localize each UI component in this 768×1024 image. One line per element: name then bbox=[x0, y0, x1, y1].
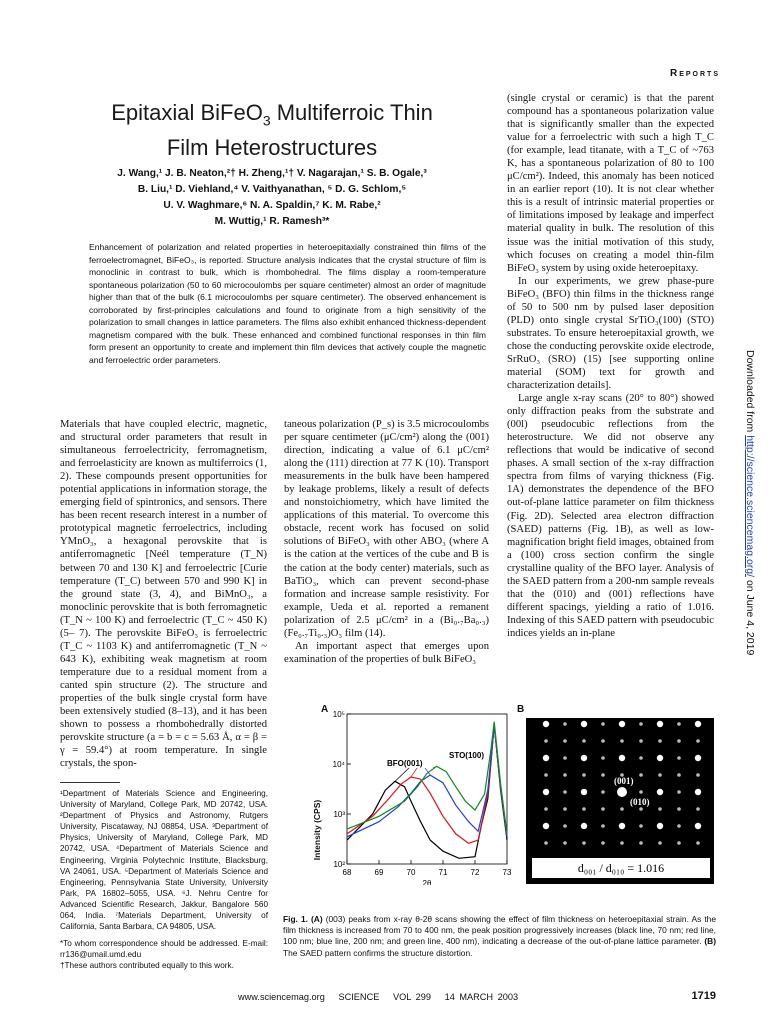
saed-pattern bbox=[526, 718, 714, 884]
article-title: Epitaxial BiFeO$_3$ Multiferroic Thin Film Heterostructures bbox=[111, 100, 433, 161]
x-axis-label: 2θ bbox=[422, 879, 432, 885]
diffraction-spot bbox=[658, 841, 662, 845]
diffraction-spot bbox=[619, 721, 625, 727]
diffraction-spot bbox=[639, 722, 643, 726]
footnotes bbox=[60, 788, 268, 972]
spot-label-001: (001) bbox=[614, 776, 634, 786]
body-paragraph: taneous polarization (P_s) is 3.5 microcoulombs per square centimeter (μC/cm²) along the (001) direction, indicating a value of 6.1 μC/cm² along the (111) direction at 77 K (10). Transport measurements in the bulk have been hampered by leakage problems, likely a result of defects and nonstoichiometry, which have limited the applications of this material. To overcome this obstacle, recent work has focused on solid solutions of BiFeO₃ with other ABO₃ (where A is the cation at the vertices of the cube and B is the cation at the body center) materials, such as BaTiO₃, which can prevent second-phase formation and increase sample resistivity. For example, Ueda et al. reported a remanent polarization of 2.5 μC/cm² in a (Bi₀.₇Ba₀.₃)(Fe₀.₇Ti₀.₃)O₃ film (14). bbox=[284, 419, 489, 639]
diffraction-spot bbox=[620, 739, 624, 743]
diffraction-spot bbox=[581, 721, 587, 727]
author-line: J. Wang,¹ J. B. Neaton,²† H. Zheng,¹† V. Nagarajan,¹ S. B. Ogale,³ bbox=[117, 168, 427, 179]
diffraction-spot bbox=[658, 807, 662, 811]
diffraction-spot bbox=[563, 824, 567, 828]
diffraction-spot bbox=[639, 790, 643, 794]
diffraction-spot bbox=[639, 841, 643, 845]
diffraction-spot bbox=[639, 756, 643, 760]
bfo-arrow bbox=[411, 768, 417, 777]
diffraction-spot bbox=[657, 721, 663, 727]
caption-label-b: (B) bbox=[704, 936, 716, 947]
body-paragraph: Large angle x-ray scans (20° to 80°) showed only diffraction peaks from the substrate and (00l) pseudocubic reflections from the heterostructure. We did not observe any reflections that would be indicative of second phases. A small section of the x-ray diffraction spectra from films of varying thickness (Fig. 1A) demonstrates the dependence of the BFO out-of-plane lattice parameter on film thickness (Fig. 2D). Selected area electron diffraction (SAED) patterns (Fig. 1B), as well as low-magnification bright field images, obtained from a (100) cross section confirm the single crystalline quality of the BFO layer. Analysis of the SAED pattern from a 200-nm sample reveals that the (010) and (001) reflections have different spacings, yielding a ratio of 1.016. Indexing of this SAED pattern with pseudocubic indices yields an in-plane bbox=[507, 393, 714, 639]
footnote-rule bbox=[60, 782, 120, 783]
body-paragraph: In our experiments, we grew phase-pure BiFeO₃ (BFO) thin films in the thickness range of 50 to 500 nm by pulsed laser deposition (PLD) onto single crystal SrTiO₃(100) (STO) substrates. To ensure heteroepitaxial growth, we chose the conducting perovskite oxide electrode, SrRuO₃ (SRO) (15) [see supporting online material (SOM) text for growth and characterization details]. bbox=[507, 275, 714, 392]
footer-date: 14 MARCH 2003 bbox=[444, 992, 519, 1002]
diffraction-spot bbox=[563, 773, 567, 777]
diffraction-spot bbox=[677, 756, 681, 760]
x-tick-label: 70 bbox=[406, 868, 416, 877]
y-tick-label: 10⁴ bbox=[332, 760, 345, 769]
diffraction-spot bbox=[657, 755, 663, 761]
diffraction-spot bbox=[563, 841, 567, 845]
diffraction-spot bbox=[582, 773, 586, 777]
diffraction-spot bbox=[619, 823, 625, 829]
caption-label: Fig. 1. (A) bbox=[283, 914, 323, 924]
body-paragraph: An important aspect that emerges upon examination of the properties of bulk BiFeO₃ bbox=[284, 640, 489, 665]
chart-ylabel: Intensity (CPS) bbox=[312, 799, 322, 861]
diffraction-spot bbox=[563, 722, 567, 726]
diffraction-spot bbox=[677, 739, 681, 743]
x-tick-label: 68 bbox=[342, 868, 352, 877]
footer-journal: SCIENCE bbox=[338, 992, 380, 1002]
equal-contribution-note: †These authors contributed equally to this work. bbox=[60, 961, 234, 971]
diffraction-spot bbox=[677, 722, 681, 726]
diffraction-spot bbox=[677, 841, 681, 845]
figure-caption bbox=[283, 914, 716, 959]
diffraction-spot bbox=[601, 756, 605, 760]
diffraction-spot bbox=[696, 841, 700, 845]
body-column-1: Materials that have coupled electric, magnetic, and structural order parameters that result in simultaneous ferroelectricity, ferromagnetism, and ferroelasticity are known as multiferroics (1, 2). These compounds present opportunities for potential applications in information storage, the emerging field of spintronics, and sensors. There has been recent research interest in a number of prototypical magnetic ferroelectrics, including YMnO₃, a hexagonal perovskite that is antiferromagnetic [Neél temperature (T_N) between 70 and 130 K] and ferroelectric [Curie temperature (T_C) between 570 and 990 K] in the ground state (3, 4), and BiMnO₃, a monoclinic perovskite that is both ferromagnetic (T_N ~ 100 K) and ferroelectric (T_C ~ 450 K) (5– 7). The perovskite BiFeO₃ is ferroelectric (T_C ~ 1103 K) and antiferromagnetic (T_N ~ 643 K), exhibiting weak magnetism at room temperature due to a residual moment from a canted spin structure (2). The structure and properties of the bulk single crystal form have been extensively studied (8–13), and it has been shown to possess a rhombohedrally distorted perovskite structure (a = b = c = 5.63 Å, α = β = γ = 59.4°) at room temperature. In single crystals, the spon- bbox=[60, 419, 267, 770]
body-paragraph: (single crystal or ceramic) is that the parent compound has a spontaneous polarization value that is significantly smaller than the expected value for a ferroelectric with such a high T_C (for example, lead titanate, with a T_C of ~763 K, has a spontaneous polarization of 80 to 100 μC/cm²). Indeed, this anomaly has been noticed in an earlier report (10). It is not clear whether this is a result of intrinsic material properties or of limitations imposed by leakage and imperfect material quality in bulk. The resolution of this issue was the initial motivation of this study, which focuses on creating a model thin-film BiFeO₃ system by using oxide heteroepitaxy. bbox=[507, 93, 714, 274]
x-tick-label: 72 bbox=[470, 868, 480, 877]
diffraction-spot bbox=[658, 773, 662, 777]
diffraction-spot bbox=[658, 739, 662, 743]
body-column-2 bbox=[284, 418, 489, 700]
author-line: M. Wuttig,¹ R. Ramesh³* bbox=[214, 216, 330, 227]
diffraction-spot bbox=[695, 721, 701, 727]
sidebar-prefix: Downloaded from bbox=[744, 350, 756, 436]
x-tick-label: 73 bbox=[502, 868, 512, 877]
sidebar-suffix: on June 4, 2019 bbox=[744, 577, 756, 656]
download-sidebar bbox=[744, 350, 756, 710]
diffraction-spot bbox=[582, 841, 586, 845]
diffraction-spot bbox=[543, 789, 549, 795]
diffraction-spot bbox=[677, 807, 681, 811]
download-link[interactable]: http://science.sciencemag.org/ bbox=[744, 435, 756, 578]
spot-label-010: (010) bbox=[630, 797, 650, 807]
diffraction-spot bbox=[619, 755, 625, 761]
diffraction-spot bbox=[677, 773, 681, 777]
author-list bbox=[60, 166, 484, 230]
body-column-3 bbox=[507, 92, 714, 701]
diffraction-spot bbox=[617, 787, 627, 797]
x-tick-label: 69 bbox=[374, 868, 384, 877]
diffraction-spot bbox=[601, 722, 605, 726]
diffraction-spot bbox=[696, 807, 700, 811]
diffraction-spot bbox=[544, 807, 548, 811]
footer-volume: VOL 299 bbox=[393, 992, 431, 1002]
diffraction-spot bbox=[544, 739, 548, 743]
diffraction-spot bbox=[543, 823, 549, 829]
bfo-peak-label: BFO(001) bbox=[387, 759, 423, 768]
diffraction-spot bbox=[696, 773, 700, 777]
panel-b-label: B bbox=[517, 704, 525, 715]
diffraction-spot bbox=[601, 824, 605, 828]
diffraction-spot bbox=[601, 790, 605, 794]
diffraction-spot bbox=[696, 739, 700, 743]
diffraction-spot bbox=[581, 823, 587, 829]
diffraction-spot bbox=[601, 739, 605, 743]
y-tick-label: 10² bbox=[333, 860, 345, 869]
panel-a-label: A bbox=[321, 704, 329, 715]
diffraction-spot bbox=[639, 739, 643, 743]
abstract: Enhancement of polarization and related properties in heteroepitaxially constrained thin films of the ferroelectromagnet, BiFeO₃, is reported. Structure analysis indicates that the crystal structure of film is monoclinic in contrast to bulk, which is rhombohedral. The films display a room-temperature spontaneous polarization (50 to 60 microcoulombs per square centimeter) almost an order of magnitude higher than that of the bulk (6.1 microcoulombs per square centimeter). The observed enhancement is corroborated by first-principles calculations and found to originate from a high sensitivity of the polarization to small changes in lattice parameters. The films also exhibit enhanced thickness-dependent magnetism compared with the bulk. These enhanced and combined functional responses in thin film form present an opportunity to create and implement thin film devices that actively couple the magnetic and ferroelectric order parameters. bbox=[89, 242, 486, 365]
author-line: B. Liu,¹ D. Viehland,⁴ V. Vaithyanathan, ⁵ D. G. Schlom,⁵ bbox=[137, 184, 407, 195]
diffraction-spot bbox=[639, 773, 643, 777]
diffraction-spot bbox=[695, 789, 701, 795]
diffraction-spot bbox=[582, 739, 586, 743]
sto-peak-label: STO(100) bbox=[449, 751, 484, 760]
caption-text-b: The SAED pattern confirms the structure distortion. bbox=[283, 947, 473, 958]
xrd-chart bbox=[327, 710, 517, 885]
diffraction-spot bbox=[563, 790, 567, 794]
diffraction-spot bbox=[695, 823, 701, 829]
diffraction-spot bbox=[639, 824, 643, 828]
diffraction-spot bbox=[544, 841, 548, 845]
diffraction-spot bbox=[657, 823, 663, 829]
y-tick-label: 10⁵ bbox=[332, 710, 345, 719]
diffraction-spot bbox=[677, 824, 681, 828]
footer-url: www.sciencemag.org bbox=[238, 992, 325, 1002]
series-line bbox=[347, 725, 507, 858]
diffraction-spot bbox=[543, 755, 549, 761]
diffraction-spot bbox=[601, 807, 605, 811]
y-tick-label: 10³ bbox=[333, 810, 345, 819]
diffraction-spot bbox=[639, 807, 643, 811]
diffraction-spot bbox=[544, 773, 548, 777]
caption-text-a: (003) peaks from x-ray θ-2θ scans showing the effect of film thickness on heteroepitaxial strain. As the film thickness is increased from 70 to 400 nm, the peak position progressively increases (black line, 70 nm; red line, 100 nm; blue line, 200 nm; and green line, 400 nm), indicating a decrease of the out-of-plane lattice parameter. bbox=[283, 914, 716, 947]
diffraction-spot bbox=[563, 756, 567, 760]
diffraction-spot bbox=[581, 789, 587, 795]
diffraction-spot bbox=[582, 807, 586, 811]
diffraction-spot bbox=[620, 841, 624, 845]
x-tick-label: 71 bbox=[438, 868, 448, 877]
diffraction-spot bbox=[620, 807, 624, 811]
diffraction-spot bbox=[581, 755, 587, 761]
correspondence-note: *To whom correspondence should be addressed. E-mail: rr136@umail.umd.edu bbox=[60, 939, 268, 960]
affiliations: ¹Department of Materials Science and Engineering, University of Maryland, College Park, MD 20742, USA. ²Department of Physics and Astronomy, Rutgers University, Piscataway, NJ 08854, USA. ³Department of Physics, University of Maryland, College Park, MD 20742, USA. ⁴Department of Materials Science and Engineering, Virginia Polytechnic Institute, Blacksburg, VA 24061, USA. ⁵Department of Materials Science and Engineering, Pennsylvania State University, University Park, PA 16802–5055, USA. ⁶J. Nehru Centre for Advanced Scientific Research, Jakkur, Bangalore 560 064, India. ⁷Materials Department, University of California, Santa Barbara, CA 94805, USA. bbox=[60, 789, 268, 932]
diffraction-spot bbox=[601, 773, 605, 777]
diffraction-spot bbox=[695, 755, 701, 761]
diffraction-spot bbox=[601, 841, 605, 845]
spacing-ratio: d₀₀₁ / d₀₁₀ = 1.016 bbox=[532, 858, 710, 878]
diffraction-spot bbox=[543, 721, 549, 727]
author-line: U. V. Waghmare,⁶ N. A. Spaldin,⁷ K. M. Rabe,² bbox=[163, 200, 381, 211]
page-number: 1719 bbox=[691, 990, 716, 1002]
page-footer bbox=[238, 992, 518, 1002]
diffraction-spot bbox=[563, 739, 567, 743]
section-header: Reports bbox=[669, 68, 720, 79]
diffraction-spot bbox=[657, 789, 663, 795]
diffraction-spot bbox=[677, 790, 681, 794]
diffraction-spot bbox=[563, 807, 567, 811]
